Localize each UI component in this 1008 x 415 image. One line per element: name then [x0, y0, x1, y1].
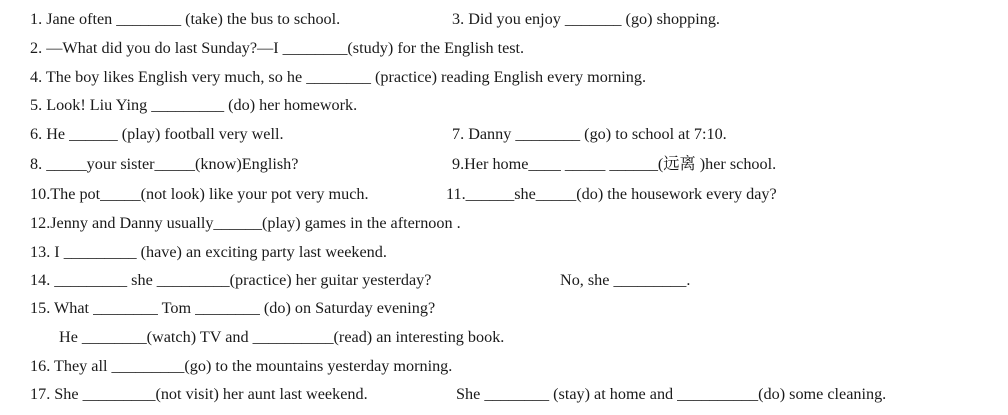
- question-text: 16. They all _________(go) to the mountains yesterday morning.: [30, 357, 453, 375]
- question-11: [446, 184, 777, 204]
- question-text: No, she _________.: [560, 271, 691, 289]
- question-text: 17. She _________(not visit) her aunt last weekend.: [30, 385, 368, 403]
- question-text: 2. —What did you do last Sunday?—I ________(study) for the English test.: [30, 39, 525, 57]
- question-text: 3. Did you enjoy _______ (go) shopping.: [452, 10, 720, 28]
- question-text: 15. What ________ Tom ________ (do) on Saturday evening?: [30, 299, 436, 317]
- question-6: [30, 124, 284, 144]
- question-text: 6. He ______ (play) football very well.: [30, 125, 284, 143]
- question-text: 10.The pot_____(not look) like your pot very much.: [30, 185, 369, 203]
- question-text: 14. _________ she _________(practice) her guitar yesterday?: [30, 271, 432, 289]
- question-text: 1. Jane often ________ (take) the bus to school.: [30, 10, 341, 28]
- question-14-answer: [560, 270, 690, 290]
- question-10: [30, 184, 369, 204]
- question-text: 12.Jenny and Danny usually______(play) games in the afternoon .: [30, 214, 461, 232]
- question-text: 5. Look! Liu Ying _________ (do) her homework.: [30, 96, 358, 114]
- question-text: She ________ (stay) at home and __________(do) some cleaning.: [456, 385, 887, 403]
- question-12: [30, 213, 461, 233]
- question-15: [30, 298, 435, 318]
- question-text: 9.Her home____ _____ ______(远离 )her school.: [452, 155, 777, 173]
- question-text: 11.______she_____(do) the housework every day?: [446, 185, 777, 203]
- question-text: 8. _____your sister_____(know)English?: [30, 155, 299, 173]
- question-13: [30, 242, 387, 262]
- question-4: [30, 67, 646, 87]
- question-3: [452, 9, 720, 29]
- question-17-continued: [456, 384, 886, 404]
- question-2: [30, 38, 524, 58]
- question-15-answer: [59, 327, 504, 347]
- question-text: He ________(watch) TV and __________(read) an interesting book.: [59, 328, 505, 346]
- question-5: [30, 95, 357, 115]
- question-16: [30, 356, 452, 376]
- question-text: 7. Danny ________ (go) to school at 7:10.: [452, 125, 727, 143]
- question-text: 4. The boy likes English very much, so he ________ (practice) reading English every morning.: [30, 68, 647, 86]
- question-text: 13. I _________ (have) an exciting party last weekend.: [30, 243, 387, 261]
- question-9: [452, 154, 776, 174]
- question-7: [452, 124, 727, 144]
- question-14: [30, 270, 431, 290]
- question-8: [30, 154, 298, 174]
- question-17: [30, 384, 368, 404]
- question-1: [30, 9, 340, 29]
